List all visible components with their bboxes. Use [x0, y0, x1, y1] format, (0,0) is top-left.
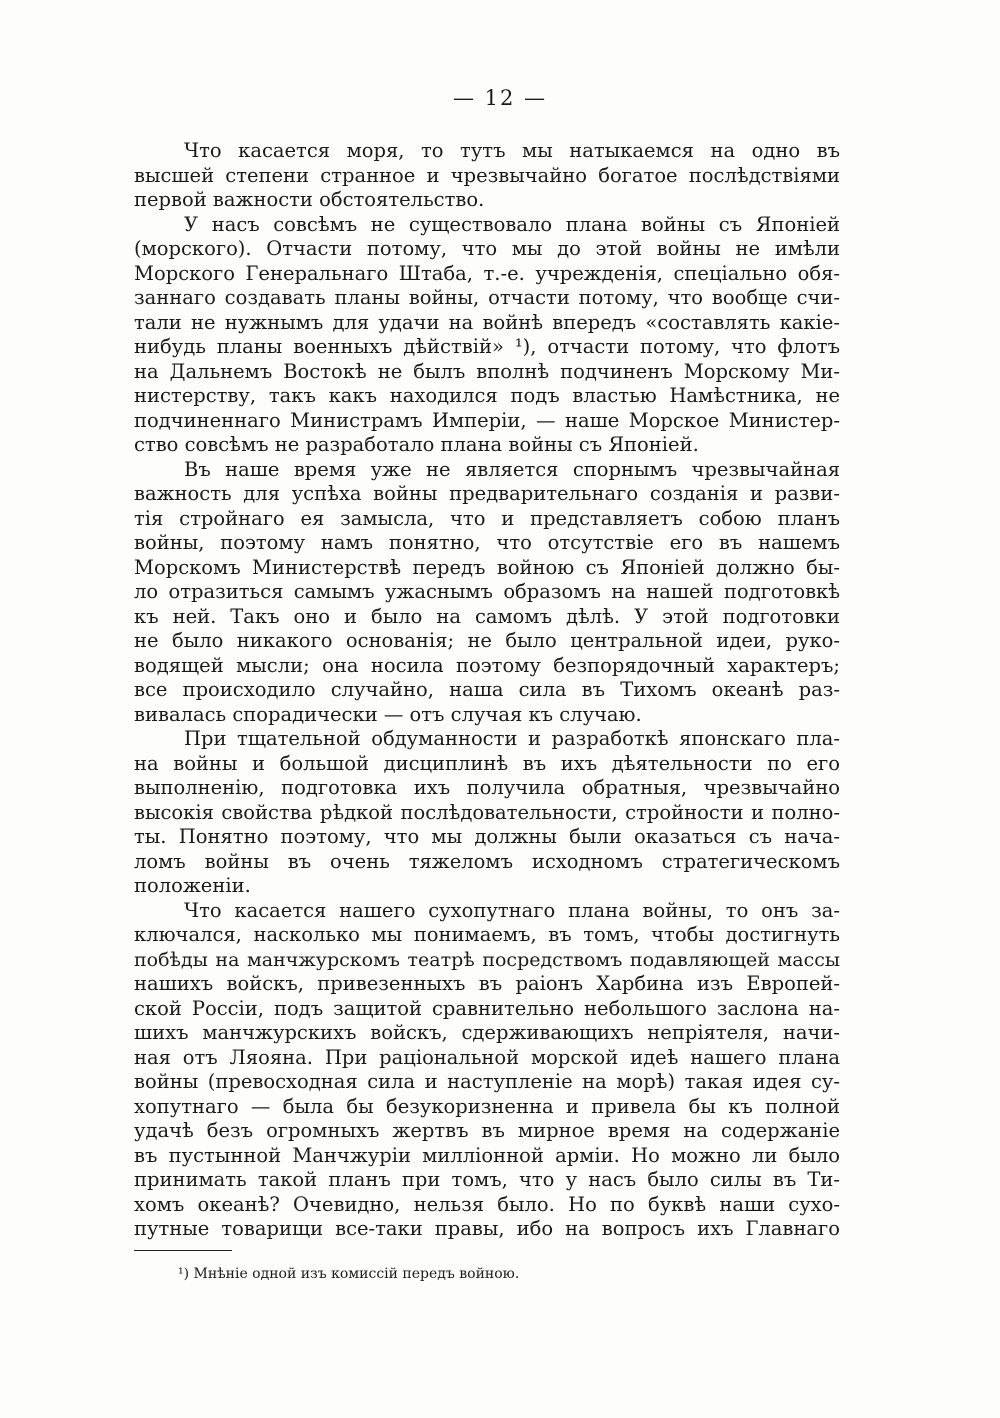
text-line: У насъ совсѣмъ не существовало плана войны съ Японіей: [184, 212, 840, 236]
text-line: ломъ войны въ очень тяжеломъ исходномъ стратегическомъ: [134, 849, 840, 873]
text-line: на войны и большой дисциплинѣ въ ихъ дѣятельности по его: [134, 751, 840, 775]
text-line: нибудь планы военныхъ дѣйствій» ¹), отчасти потому, что флотъ: [134, 335, 840, 358]
text-line: тали не нужнымъ для удачи на войнѣ впередъ «составлять какіе-: [134, 310, 840, 334]
text-line: Что касается нашего сухопутнаго плана войны, то онъ за-: [184, 898, 840, 922]
text-line: шихъ манчжурскихъ войскъ, сдерживающихъ непріятеля, начи-: [134, 1021, 840, 1044]
text-line: Морскомъ Министерствѣ передъ войною съ Японіей должно бы-: [134, 555, 840, 579]
text-line: Морского Генеральнаго Штаба, т.-е. учрежденія, спеціально обя-: [134, 261, 840, 285]
text-line: хопутнаго — была бы безукоризненна и привела бы къ полной: [134, 1094, 840, 1118]
footnote-divider: [134, 1250, 232, 1251]
text-line: водящей мысли; она носила поэтому безпорядочный характеръ;: [134, 653, 840, 677]
text-line: ство совсѣмъ не разработало плана войны съ Японіей.: [134, 433, 699, 456]
text-line: хомъ океанѣ? Очевидно, нельзя было. Но по буквѣ наши сухо-: [134, 1192, 840, 1216]
text-line: путные товарищи все-таки правы, ибо на вопросъ ихъ Главнаго: [134, 1217, 840, 1240]
footnote: ¹) Мнѣніе одной изъ комиссій передъ войною.: [178, 1266, 520, 1282]
text-line: войны (превосходная сила и наступленіе на морѣ) такая идея су-: [134, 1070, 840, 1093]
text-line: ная отъ Ляояна. При раціональной морской идеѣ нашего плана: [134, 1045, 840, 1069]
text-line: побѣды на манчжурскомъ театрѣ посредствомъ подавляющей массы: [134, 948, 840, 971]
text-line: Что касается моря, то тутъ мы натыкаемся на одно въ: [184, 139, 840, 162]
text-line: подчиненнаго Министрамъ Имперіи, — наше Морское Министер-: [134, 408, 840, 432]
text-line: нистерству, такъ какъ находился подъ властью Намѣстника, не: [134, 384, 840, 407]
text-line: удачѣ безъ огромныхъ жертвъ въ мирное время на содержаніе: [134, 1119, 840, 1142]
text-line: положеніи.: [134, 874, 251, 897]
text-line: высшей степени странное и чрезвычайно богатое послѣдствіями: [134, 163, 840, 187]
text-line: все происходило случайно, наша сила въ Тихомъ океанѣ раз-: [134, 678, 840, 701]
text-line: войны, поэтому намъ понятно, что отсутствіе его въ нашемъ: [134, 531, 840, 554]
page-number: — 12 —: [452, 86, 548, 110]
text-line: принимать такой планъ при томъ, что у насъ было силы въ Ти-: [134, 1168, 840, 1191]
text-line: къ ней. Такъ оно и было на самомъ дѣлѣ. У этой подготовки: [134, 604, 840, 628]
text-line: вивалась спорадически — отъ случая къ случаю.: [134, 702, 642, 726]
body-text: [134, 139, 840, 1242]
text-line: (морского). Отчасти потому, что мы до этой войны не имѣли: [134, 237, 840, 260]
text-line: въ пустынной Манчжуріи милліонной арміи. Но можно ли было: [134, 1143, 840, 1167]
text-line: ты. Понятно поэтому, что мы должны были оказаться съ нача-: [134, 825, 840, 848]
text-line: не было никакого основанія; не было центральной идеи, руко-: [134, 629, 840, 652]
text-line: ской Россіи, подъ защитой сравнительно небольшого заслона на-: [134, 996, 840, 1020]
text-line: ло отразиться самымъ ужаснымъ образомъ на нашей подготовкѣ: [134, 580, 840, 603]
text-line: выполненію, подготовка ихъ получила обратныя, чрезвычайно: [134, 776, 840, 799]
text-line: первой важности обстоятельство.: [134, 188, 485, 211]
text-line: Въ наше время уже не является спорнымъ чрезвычайная: [184, 457, 840, 481]
text-line: заннаго создавать планы войны, отчасти потому, что вообще счи-: [134, 286, 840, 309]
text-line: ключался, насколько мы понимаемъ, въ томъ, чтобы достигнуть: [134, 923, 840, 946]
text-line: на Дальнемъ Востокѣ не былъ вполнѣ подчиненъ Морскому Ми-: [134, 359, 840, 383]
text-line: высокія свойства рѣдкой послѣдовательности, стройности и полно-: [134, 800, 840, 824]
text-line: важность для успѣха войны предварительнаго созданія и разви-: [134, 482, 840, 505]
text-line: нашихъ войскъ, привезенныхъ въ раіонъ Харбина изъ Европей-: [134, 972, 840, 995]
text-line: тія стройнаго ея замысла, что и представляетъ собою планъ: [134, 506, 840, 530]
text-line: При тщательной обдуманности и разработкѣ японскаго пла-: [184, 727, 840, 750]
